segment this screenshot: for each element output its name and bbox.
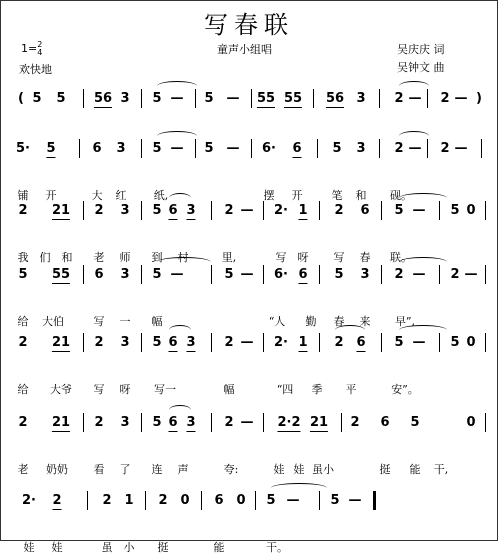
barline bbox=[83, 413, 84, 432]
note: 5 bbox=[332, 141, 342, 156]
note: 0 bbox=[466, 203, 476, 218]
lyric-syllable: 大 bbox=[91, 189, 103, 202]
lyric-syllable: 幅 bbox=[223, 383, 235, 396]
lyric-syllable: 联。 bbox=[390, 251, 412, 264]
score-line-3 bbox=[1, 199, 499, 263]
note: 6· bbox=[274, 267, 288, 282]
note: 5 bbox=[450, 335, 460, 350]
note: 5 bbox=[152, 415, 162, 430]
note: 6· bbox=[262, 141, 276, 156]
barline bbox=[427, 89, 428, 108]
lyric-syllable: 给 bbox=[17, 315, 29, 328]
barline bbox=[263, 333, 264, 352]
barline bbox=[381, 333, 382, 352]
note: — bbox=[412, 267, 426, 282]
lyric-syllable: 娃 bbox=[273, 463, 285, 476]
lyric-syllable: 干, bbox=[433, 463, 449, 476]
barline bbox=[319, 333, 320, 352]
barline bbox=[379, 139, 380, 158]
note-line bbox=[1, 331, 499, 359]
lyric-syllable: 春 bbox=[333, 315, 345, 328]
note: — bbox=[226, 91, 240, 106]
tempo-marking: 欢快地 bbox=[19, 63, 52, 76]
note: 2 bbox=[350, 415, 360, 430]
note: 55 bbox=[256, 91, 276, 106]
note: — bbox=[240, 203, 254, 218]
tie-slur bbox=[335, 325, 365, 335]
note: — bbox=[170, 267, 184, 282]
lyric-syllable: 平 bbox=[345, 383, 357, 396]
note: 2· bbox=[274, 335, 288, 350]
note: — bbox=[454, 141, 468, 156]
note: 21 bbox=[51, 203, 71, 218]
note: 3 bbox=[120, 267, 130, 282]
barline bbox=[83, 333, 84, 352]
lyric-syllable: 娃 bbox=[293, 463, 305, 476]
barline bbox=[485, 201, 486, 220]
note: 2 bbox=[52, 493, 62, 508]
barline bbox=[201, 491, 202, 510]
barline bbox=[317, 139, 318, 158]
tie-slur bbox=[157, 131, 197, 141]
note: 2 bbox=[224, 335, 234, 350]
meter-bottom: 4 bbox=[37, 48, 43, 57]
lyric-syllable: 娃 bbox=[51, 541, 63, 554]
lyric-syllable: 看 bbox=[93, 463, 105, 476]
note: 2 bbox=[18, 415, 28, 430]
note: 2 bbox=[94, 203, 104, 218]
barline bbox=[211, 265, 212, 284]
note: ( bbox=[18, 91, 24, 106]
barline bbox=[341, 413, 342, 432]
note: 21 bbox=[51, 415, 71, 430]
note: — bbox=[348, 493, 362, 508]
lyric-syllable: 写 bbox=[275, 251, 287, 264]
barline bbox=[141, 201, 142, 220]
note: 6 bbox=[168, 203, 178, 218]
lyric-syllable: 给 bbox=[17, 383, 29, 396]
note: — bbox=[454, 91, 468, 106]
meter-top: 2 bbox=[37, 40, 43, 49]
barline bbox=[439, 265, 440, 284]
lyric-syllable: 大爷 bbox=[50, 383, 72, 396]
barline bbox=[319, 201, 320, 220]
lyric-syllable: 呀 bbox=[119, 383, 131, 396]
note: — bbox=[412, 335, 426, 350]
lyric-syllable: 里, bbox=[221, 251, 237, 264]
tie-slur bbox=[169, 325, 191, 335]
note: — bbox=[170, 91, 184, 106]
note: 5 bbox=[224, 267, 234, 282]
note-line bbox=[1, 263, 499, 291]
note: 6 bbox=[168, 335, 178, 350]
barline bbox=[485, 333, 486, 352]
note: 6 bbox=[380, 415, 390, 430]
note: 0 bbox=[466, 415, 476, 430]
lyric-syllable: 夸: bbox=[223, 463, 239, 476]
note: 5 bbox=[410, 415, 420, 430]
lyric-syllable: 到 bbox=[151, 251, 163, 264]
barline bbox=[427, 139, 428, 158]
note: 56 bbox=[93, 91, 113, 106]
note-line bbox=[1, 87, 499, 115]
barline bbox=[87, 491, 88, 510]
barline bbox=[83, 265, 84, 284]
lyric-syllable: 早”, bbox=[394, 315, 416, 328]
barline bbox=[263, 201, 264, 220]
lyric-syllable: 们 bbox=[39, 251, 51, 264]
note-line bbox=[1, 489, 499, 517]
barline bbox=[211, 413, 212, 432]
score-line-2 bbox=[1, 137, 499, 201]
note: — bbox=[240, 415, 254, 430]
note: 2 bbox=[224, 415, 234, 430]
note-line bbox=[1, 411, 499, 439]
note: 5 bbox=[152, 141, 162, 156]
note: — bbox=[286, 493, 300, 508]
note: 2 bbox=[94, 415, 104, 430]
barline bbox=[255, 491, 256, 510]
tie-slur bbox=[399, 131, 429, 141]
lyric-syllable: 老 bbox=[17, 463, 29, 476]
lyric-syllable: 纸, bbox=[153, 189, 169, 202]
lyric-syllable: 写 bbox=[93, 383, 105, 396]
lyric-line bbox=[1, 381, 499, 397]
note: 3 bbox=[186, 203, 196, 218]
lyric-syllable: “人 bbox=[268, 315, 286, 328]
lyric-syllable: 幅 bbox=[151, 315, 163, 328]
barline bbox=[381, 201, 382, 220]
note: 0 bbox=[236, 493, 246, 508]
lyric-syllable: 笔 bbox=[331, 189, 343, 202]
barline bbox=[141, 413, 142, 432]
note: — bbox=[240, 267, 254, 282]
note: 6 bbox=[214, 493, 224, 508]
note: 2 bbox=[18, 203, 28, 218]
lyric-syllable: 摆 bbox=[263, 189, 275, 202]
note: 5 bbox=[18, 267, 28, 282]
note: 3 bbox=[356, 91, 366, 106]
lyric-syllable: 和 bbox=[61, 251, 73, 264]
note: 5 bbox=[46, 141, 56, 156]
barline bbox=[319, 491, 320, 510]
note: 2 bbox=[334, 335, 344, 350]
lyric-syllable: 开 bbox=[291, 189, 303, 202]
lyric-syllable: 干。 bbox=[266, 541, 288, 554]
note: 3 bbox=[186, 335, 196, 350]
note: 1 bbox=[124, 493, 134, 508]
lyric-syllable: 能 bbox=[213, 541, 225, 554]
note: 5 bbox=[152, 335, 162, 350]
note: 5 bbox=[204, 91, 214, 106]
barline bbox=[141, 333, 142, 352]
score-line-4 bbox=[1, 263, 499, 327]
note: 6 bbox=[92, 141, 102, 156]
note: — bbox=[408, 91, 422, 106]
note: 6 bbox=[298, 267, 308, 282]
note: 6 bbox=[94, 267, 104, 282]
note: 2 bbox=[394, 141, 404, 156]
note: 1 bbox=[298, 203, 308, 218]
note: 3 bbox=[186, 415, 196, 430]
score-line-7 bbox=[1, 489, 499, 553]
tie-slur bbox=[157, 81, 197, 91]
lyric-syllable: 写一 bbox=[154, 383, 176, 396]
lyric-syllable: 挺 bbox=[379, 463, 391, 476]
lyric-syllable: 虽小 bbox=[312, 463, 334, 476]
lyric-syllable: 勤 bbox=[305, 315, 317, 328]
note: 5· bbox=[16, 141, 30, 156]
barline bbox=[251, 139, 252, 158]
barline bbox=[439, 201, 440, 220]
note: 2 bbox=[102, 493, 112, 508]
note: 5 bbox=[394, 203, 404, 218]
performance-note: 童声小组唱 bbox=[217, 43, 272, 56]
tie-slur bbox=[399, 81, 429, 91]
note: 2·2 bbox=[277, 415, 301, 430]
note: 2 bbox=[94, 335, 104, 350]
note: 2 bbox=[440, 91, 450, 106]
lyric-syllable: 我 bbox=[17, 251, 29, 264]
lyric-syllable: 村 bbox=[177, 251, 189, 264]
note: — bbox=[412, 203, 426, 218]
barline bbox=[263, 413, 264, 432]
note: 2 bbox=[440, 141, 450, 156]
lyric-syllable: “四 bbox=[276, 383, 294, 396]
lyric-syllable: 春 bbox=[359, 251, 371, 264]
note: 3 bbox=[356, 141, 366, 156]
barline bbox=[83, 89, 84, 108]
note: 3 bbox=[120, 335, 130, 350]
lyric-syllable: 小 bbox=[123, 541, 135, 554]
lyricist-credit: 吴庆庆 词 bbox=[397, 43, 445, 56]
lyric-syllable: 师 bbox=[119, 251, 131, 264]
barline bbox=[319, 265, 320, 284]
note: ) bbox=[476, 91, 482, 106]
barline bbox=[379, 89, 380, 108]
key-label: 1= bbox=[21, 42, 38, 55]
note: 1 bbox=[298, 335, 308, 350]
note-line bbox=[1, 199, 499, 227]
barline bbox=[141, 89, 142, 108]
score-line-6 bbox=[1, 411, 499, 475]
tie-slur bbox=[157, 257, 211, 267]
lyric-syllable: 挺 bbox=[157, 541, 169, 554]
score-line-5 bbox=[1, 331, 499, 395]
lyric-syllable: 大伯 bbox=[42, 315, 64, 328]
note: — bbox=[464, 267, 478, 282]
lyric-line bbox=[1, 461, 499, 477]
note: 3 bbox=[120, 415, 130, 430]
note: 21 bbox=[309, 415, 329, 430]
barline bbox=[439, 333, 440, 352]
lyric-syllable: 娃 bbox=[23, 541, 35, 554]
note: 2 bbox=[450, 267, 460, 282]
lyric-syllable: 和 bbox=[355, 189, 367, 202]
lyric-line bbox=[1, 539, 499, 555]
barline bbox=[195, 89, 196, 108]
note: 6 bbox=[360, 203, 370, 218]
note: 3 bbox=[120, 91, 130, 106]
note: 2 bbox=[224, 203, 234, 218]
note: 6 bbox=[168, 415, 178, 430]
barline bbox=[141, 265, 142, 284]
lyric-syllable: 能 bbox=[409, 463, 421, 476]
barline bbox=[79, 139, 80, 158]
note: 55 bbox=[51, 267, 71, 282]
lyric-syllable: 砚。 bbox=[390, 189, 412, 202]
note: 5 bbox=[56, 91, 66, 106]
barline bbox=[195, 139, 196, 158]
lyric-syllable: 奶奶 bbox=[46, 463, 68, 476]
lyric-syllable: 声 bbox=[177, 463, 189, 476]
barline bbox=[381, 265, 382, 284]
lyric-syllable: 写 bbox=[93, 315, 105, 328]
note: 6 bbox=[356, 335, 366, 350]
note: 56 bbox=[325, 91, 345, 106]
barline bbox=[211, 333, 212, 352]
note: 2 bbox=[18, 335, 28, 350]
note: — bbox=[240, 335, 254, 350]
lyric-syllable: 呀 bbox=[297, 251, 309, 264]
lyric-syllable: 铺 bbox=[17, 189, 29, 202]
note: 5 bbox=[330, 493, 340, 508]
barline bbox=[481, 139, 482, 158]
note-line bbox=[1, 137, 499, 165]
barline bbox=[485, 265, 486, 284]
note: 2 bbox=[394, 91, 404, 106]
note: 3 bbox=[116, 141, 126, 156]
note: 5 bbox=[266, 493, 276, 508]
barline bbox=[141, 139, 142, 158]
note: — bbox=[226, 141, 240, 156]
note: 5 bbox=[32, 91, 42, 106]
note: 2· bbox=[274, 203, 288, 218]
lyric-syllable: 老 bbox=[93, 251, 105, 264]
lyric-syllable: 来 bbox=[359, 315, 371, 328]
note: 55 bbox=[283, 91, 303, 106]
tie-slur bbox=[169, 405, 191, 415]
lyric-syllable: 季 bbox=[311, 383, 323, 396]
note: 5 bbox=[334, 267, 344, 282]
note: 2 bbox=[334, 203, 344, 218]
note: 21 bbox=[51, 335, 71, 350]
note: 6 bbox=[292, 141, 302, 156]
barline bbox=[211, 201, 212, 220]
note: 5 bbox=[152, 203, 162, 218]
final-barline bbox=[373, 491, 376, 510]
note: 3 bbox=[360, 267, 370, 282]
tie-slur bbox=[169, 193, 191, 203]
lyric-syllable: 了 bbox=[119, 463, 131, 476]
note: 5 bbox=[152, 91, 162, 106]
lyric-syllable: 红 bbox=[115, 189, 127, 202]
lyric-syllable: 安”。 bbox=[391, 383, 419, 396]
note: 2 bbox=[394, 267, 404, 282]
note: 5 bbox=[152, 267, 162, 282]
lyric-syllable: 写 bbox=[333, 251, 345, 264]
lyric-syllable: 开 bbox=[45, 189, 57, 202]
barline bbox=[263, 265, 264, 284]
note: 2 bbox=[158, 493, 168, 508]
note: 5 bbox=[204, 141, 214, 156]
note: 5 bbox=[394, 335, 404, 350]
note: 3 bbox=[120, 203, 130, 218]
note: 5 bbox=[450, 203, 460, 218]
song-title: 写春联 bbox=[204, 11, 294, 39]
note: 0 bbox=[466, 335, 476, 350]
barline bbox=[145, 491, 146, 510]
note: 0 bbox=[180, 493, 190, 508]
barline bbox=[251, 89, 252, 108]
key-signature bbox=[21, 41, 42, 57]
barline bbox=[83, 201, 84, 220]
lyric-syllable: 一 bbox=[119, 315, 131, 328]
note: 2· bbox=[22, 493, 36, 508]
lyric-syllable: 虽 bbox=[101, 541, 113, 554]
barline bbox=[485, 413, 486, 432]
barline bbox=[313, 89, 314, 108]
note: — bbox=[170, 141, 184, 156]
composer-credit: 吴钟文 曲 bbox=[397, 61, 445, 74]
lyric-syllable: 连 bbox=[151, 463, 163, 476]
note: — bbox=[408, 141, 422, 156]
